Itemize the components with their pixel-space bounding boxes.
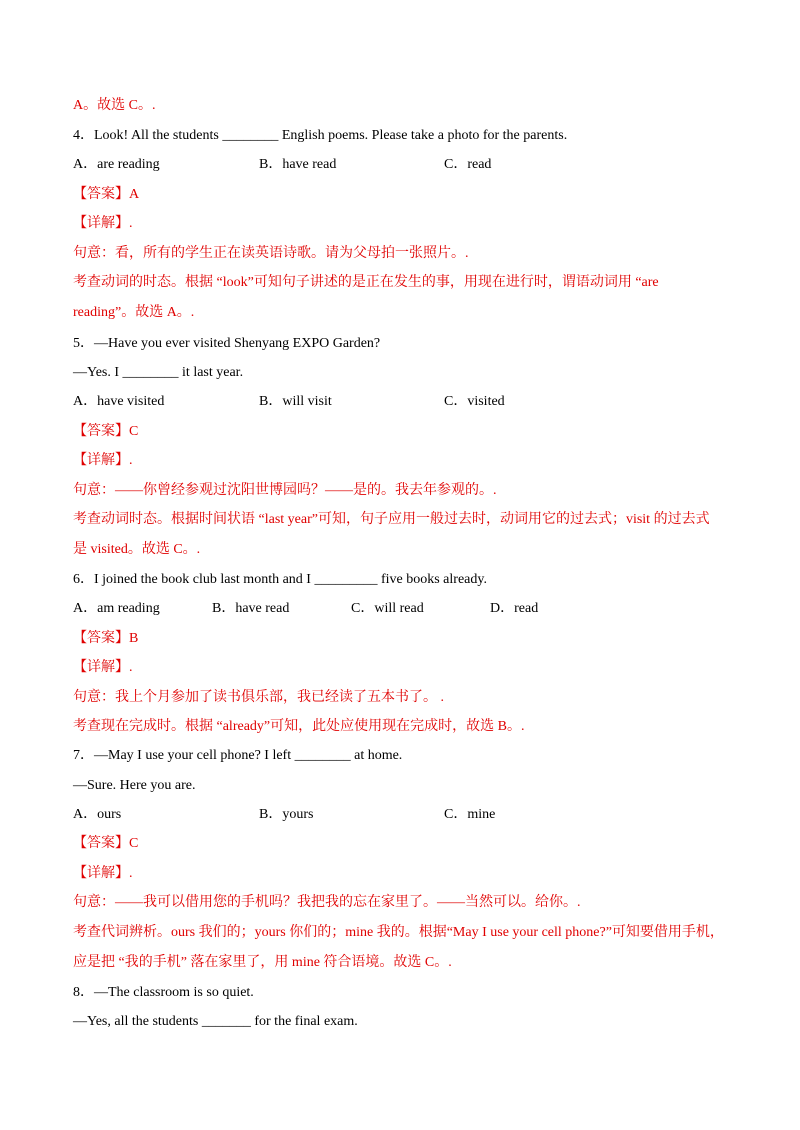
explanation: 考查动词时态。根据时间状语 “last year”可知，句子应用一般过去时，动词用它的过去式；visit 的过去式 (73, 512, 710, 527)
explanation: 考查现在完成时。根据 “already”可知，此处应使用现在完成时，故选 B。. (73, 719, 525, 734)
detail-label: 【详解】. (73, 660, 133, 675)
sentence-meaning: 句意：——你曾经参观过沈阳世博园吗？——是的。我去年参观的。. (73, 483, 497, 498)
explanation: 考查动词的时态。根据 “look”可知句子讲述的是正在发生的事，用现在进行时，谓语动词用 “are (73, 275, 659, 290)
answer-label: 【答案】C (73, 424, 139, 439)
question-8: 8．—The classroom is so quiet. (73, 985, 254, 1000)
question-5-options (73, 392, 773, 412)
option-a: A．am reading (73, 601, 160, 616)
option-c: C．mine (444, 807, 496, 822)
sentence-meaning: 句意：我上个月参加了读书俱乐部，我已经读了五本书了。 . (73, 690, 444, 705)
option-c: C．visited (444, 394, 505, 409)
explanation-continued: reading”。故选 A。. (73, 305, 195, 320)
option-d: D．read (490, 601, 539, 616)
explanation-continued: 是 visited。故选 C。. (73, 542, 201, 557)
option-c: C．will read (351, 601, 424, 616)
question-4-options (73, 155, 773, 175)
question-7-options (73, 805, 773, 825)
option-b: B．yours (259, 807, 314, 822)
explanation: 考查代词辨析。ours 我们的；yours 你们的；mine 我的。根据“May I use your cell phone?”可知要借用手机， (73, 925, 724, 940)
question-6: 6．I joined the book club last month and I _________ five books already. (73, 572, 487, 587)
option-a: A．have visited (73, 394, 165, 409)
option-b: B．have read (259, 157, 337, 172)
sentence-meaning: 句意：——我可以借用您的手机吗？我把我的忘在家里了。——当然可以。给你。. (73, 895, 581, 910)
question-5-reply: —Yes. I ________ it last year. (73, 365, 244, 380)
answer-label: 【答案】A (73, 187, 140, 202)
option-a: A．are reading (73, 157, 160, 172)
detail-label: 【详解】. (73, 453, 133, 468)
question-7-reply: —Sure. Here you are. (73, 778, 196, 793)
detail-label: 【详解】. (73, 216, 133, 231)
question-8-reply: —Yes, all the students _______ for the final exam. (73, 1014, 358, 1029)
question-6-options (73, 599, 773, 619)
explanation-continued: 应是把 “我的手机” 落在家里了，用 mine 符合语境。故选 C。. (73, 955, 452, 970)
detail-label: 【详解】. (73, 866, 133, 881)
question-4: 4．Look! All the students ________ English poems. Please take a photo for the parents. (73, 128, 568, 143)
question-7: 7．—May I use your cell phone? I left ________ at home. (73, 748, 403, 763)
option-b: B．have read (212, 601, 290, 616)
question-5: 5．—Have you ever visited Shenyang EXPO Garden? (73, 336, 381, 351)
option-a: A．ours (73, 807, 122, 822)
option-c: C．read (444, 157, 492, 172)
answer-label: 【答案】C (73, 836, 139, 851)
sentence-meaning: 句意：看，所有的学生正在读英语诗歌。请为父母拍一张照片。. (73, 246, 469, 261)
option-b: B．will visit (259, 394, 332, 409)
answer-tail: A。故选 C。. (73, 98, 156, 113)
answer-label: 【答案】B (73, 631, 139, 646)
